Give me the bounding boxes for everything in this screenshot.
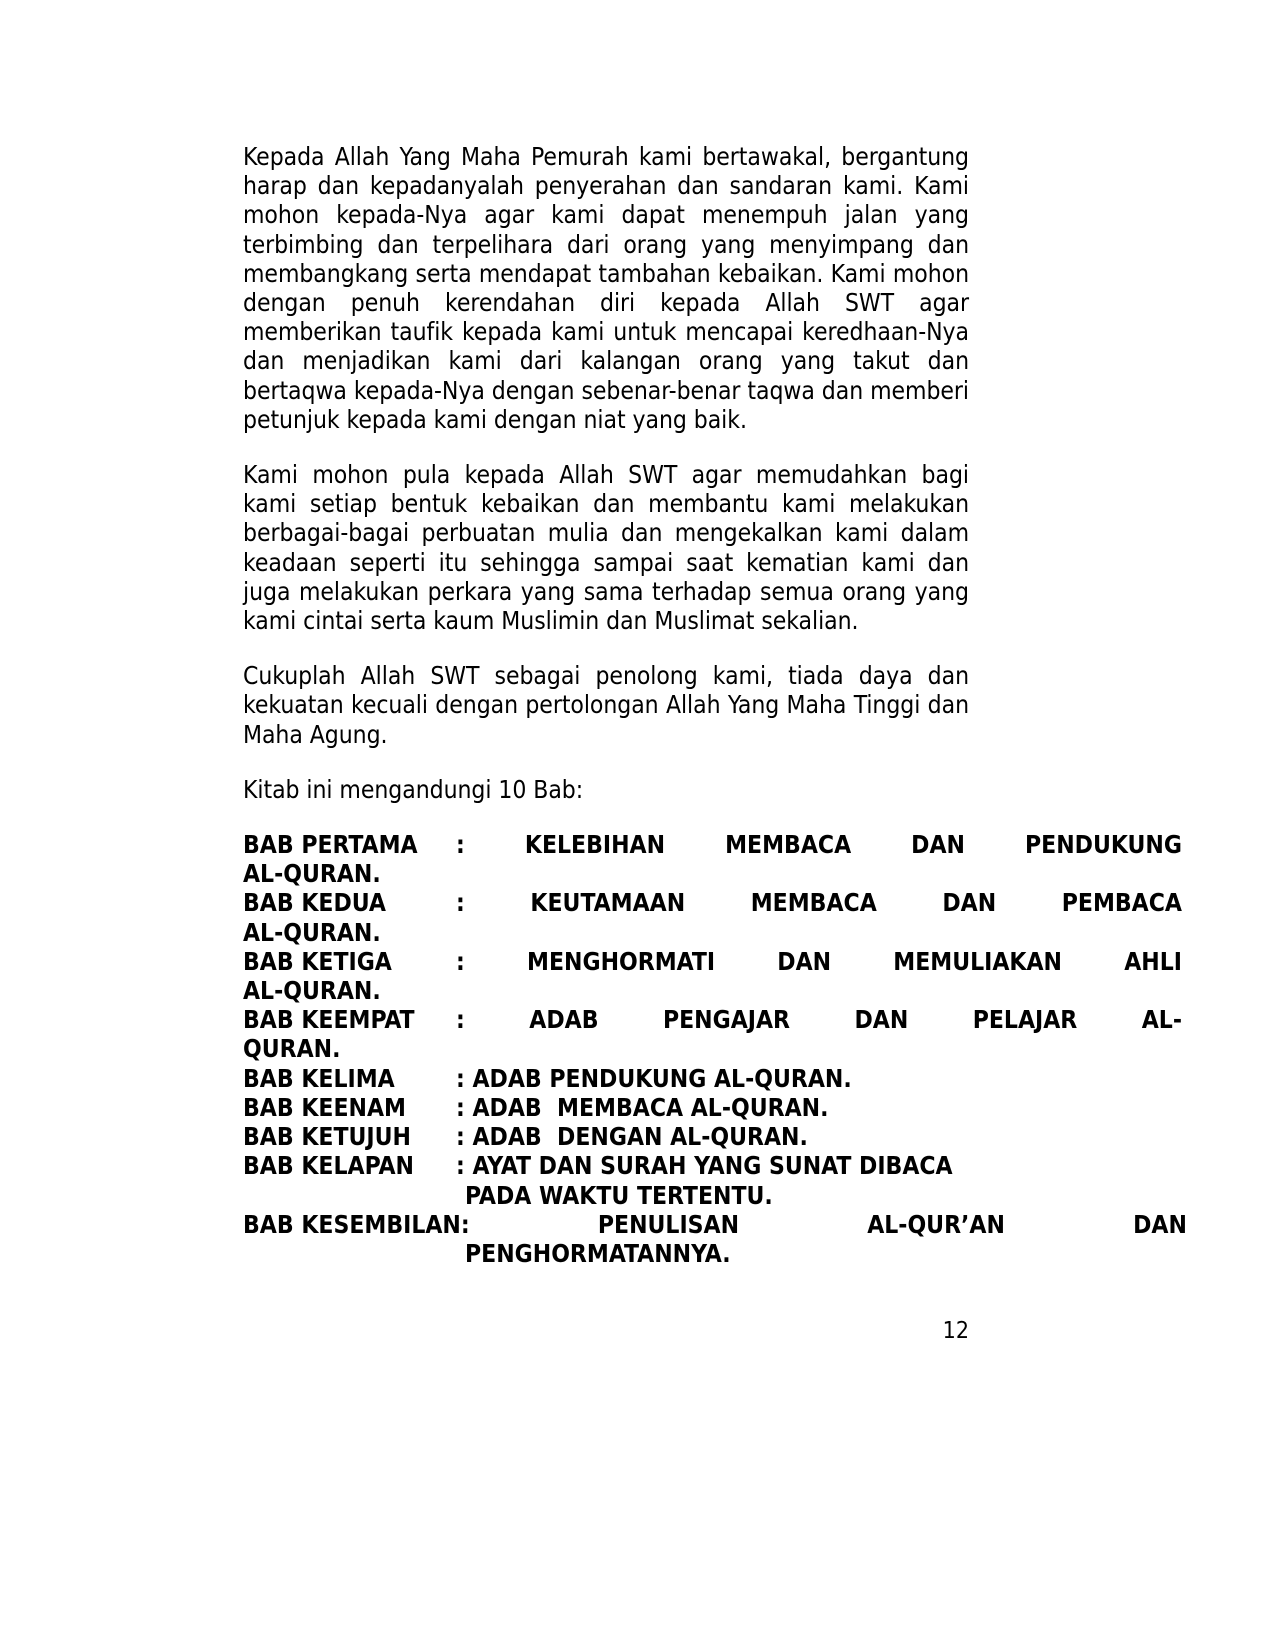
chapter-description-word: ADAB xyxy=(529,1005,599,1035)
chapter-list xyxy=(243,830,1187,1268)
chapter-entry-line xyxy=(243,830,1182,860)
chapter-colon: : xyxy=(456,830,465,860)
chapter-description: : ADAB MEMBACA AL-QURAN. xyxy=(456,1092,829,1122)
chapter-label: BAB KESEMBILAN xyxy=(243,1209,461,1239)
chapter-entry xyxy=(243,946,1182,1006)
chapter-description xyxy=(456,1005,1182,1034)
chapter-entry xyxy=(243,1151,969,1209)
chapter-description-word: PELAJAR xyxy=(972,1005,1078,1035)
chapter-list-intro: Kitab ini mengandungi 10 Bab: xyxy=(243,774,584,804)
chapter-entry-line xyxy=(243,946,1182,976)
chapter-description xyxy=(456,888,1182,917)
chapter-description-word: AL- xyxy=(1141,1005,1182,1035)
chapter-entry xyxy=(243,1064,969,1093)
chapter-entry-line xyxy=(243,1209,1187,1239)
paragraph-1: Kepada Allah Yang Maha Pemurah kami bertawakal, bergantung harap dan kepadanyalah penyerahan dan sandaran kami. Kami mohon kepada-Nya agar kami dapat menempuh jalan yang terbimbing dan terpelihara dari orang yang menyimpang dan membangkang serta mendapat tambahan kebaikan. Kami mohon dengan penuh kerendahan diri kepada Allah SWT agar memberikan taufik kepada kami untuk mencapai keredhaan-Nya dan menjadikan kami dari kalangan orang yang takut dan bertaqwa kepada-Nya dengan sebenar-benar taqwa dan memberi petunjuk kepada kami dengan niat yang baik. xyxy=(243,142,969,434)
chapter-description-word: DAN xyxy=(942,888,997,918)
chapter-entry xyxy=(243,1122,969,1151)
chapter-description-word: PEMBACA xyxy=(1061,888,1182,918)
text-column xyxy=(243,142,1187,1268)
chapter-description-word: MEMBACA xyxy=(725,830,852,860)
chapter-label: BAB KELAPAN xyxy=(243,1151,414,1181)
chapter-description-word: PENDUKUNG xyxy=(1025,830,1182,860)
chapter-description-word: KELEBIHAN xyxy=(524,830,666,860)
chapter-colon: : xyxy=(460,1209,470,1239)
chapter-label: BAB PERTAMA xyxy=(243,830,418,860)
chapter-continuation: PENGHORMATANNYA. xyxy=(465,1238,731,1268)
chapter-description: : ADAB PENDUKUNG AL-QURAN. xyxy=(456,1063,852,1093)
chapter-entry-line xyxy=(243,1151,969,1180)
chapter-colon: : xyxy=(456,946,465,976)
chapter-colon: : xyxy=(456,1005,465,1035)
chapter-label: BAB KELIMA xyxy=(243,1063,395,1093)
chapter-description xyxy=(456,830,1182,859)
chapter-continuation: AL-QURAN. xyxy=(243,917,381,947)
chapter-continuation: QURAN. xyxy=(243,1034,341,1064)
chapter-label: BAB KETIGA xyxy=(243,946,392,976)
chapter-entry-line xyxy=(243,1122,969,1151)
chapter-continuation: AL-QURAN. xyxy=(243,859,381,889)
chapter-description-word: PENGAJAR xyxy=(662,1005,790,1035)
chapter-description-word: DAN xyxy=(1133,1209,1187,1239)
chapter-entry xyxy=(243,830,1182,889)
chapter-description-word: MENGHORMATI xyxy=(527,946,716,976)
chapter-entry-line xyxy=(243,1064,969,1093)
chapter-entry xyxy=(243,1209,1187,1268)
chapter-description-word: KEUTAMAAN xyxy=(530,888,686,918)
chapter-entry xyxy=(243,1005,1182,1064)
chapter-description-word: AHLI xyxy=(1124,946,1182,976)
chapter-description xyxy=(461,1210,1187,1239)
page-number: 12 xyxy=(942,1318,969,1344)
chapter-description-word: MEMBACA xyxy=(750,888,877,918)
chapter-description xyxy=(456,947,1182,976)
chapter-description: : ADAB DENGAN AL-QURAN. xyxy=(456,1122,808,1152)
chapter-label: BAB KETUJUH xyxy=(243,1122,411,1152)
chapter-description-word: MEMULIAKAN xyxy=(893,946,1063,976)
chapter-description-word: DAN xyxy=(777,946,832,976)
chapter-description-word: PENULISAN xyxy=(597,1209,740,1239)
chapter-continuation: AL-QURAN. xyxy=(243,976,381,1006)
paragraph-3: Cukuplah Allah SWT sebagai penolong kami, tiada daya dan kekuatan kecuali dengan pertolongan Allah Yang Maha Tinggi dan Maha Agung. xyxy=(243,661,969,749)
chapter-entry xyxy=(243,888,1182,947)
paragraph-2: Kami mohon pula kepada Allah SWT agar memudahkan bagi kami setiap bentuk kebaikan dan membantu kami melakukan berbagai-bagai perbuatan mulia dan mengekalkan kami dalam keadaan seperti itu sehingga sampai saat kematian kami dan juga melakukan perkara yang sama terhadap semua orang yang kami cintai serta kaum Muslimin dan Muslimat sekalian. xyxy=(243,460,969,636)
chapter-description-word: DAN xyxy=(911,830,965,860)
chapter-description-word: AL-QUR’AN xyxy=(867,1209,1005,1239)
chapter-entry xyxy=(243,1093,969,1122)
chapter-label: BAB KEDUA xyxy=(243,888,386,918)
chapter-colon: : xyxy=(456,888,465,918)
chapter-description: : AYAT DAN SURAH YANG SUNAT DIBACA xyxy=(456,1151,953,1181)
chapter-continuation: PADA WAKTU TERTENTU. xyxy=(465,1180,773,1210)
chapter-label: BAB KEENAM xyxy=(243,1092,406,1122)
chapter-entry-line xyxy=(243,1005,1182,1035)
chapter-entry-line xyxy=(243,888,1182,918)
chapter-label: BAB KEEMPAT xyxy=(243,1005,415,1035)
chapter-entry-line xyxy=(243,1093,969,1122)
chapter-description-word: DAN xyxy=(854,1005,909,1035)
